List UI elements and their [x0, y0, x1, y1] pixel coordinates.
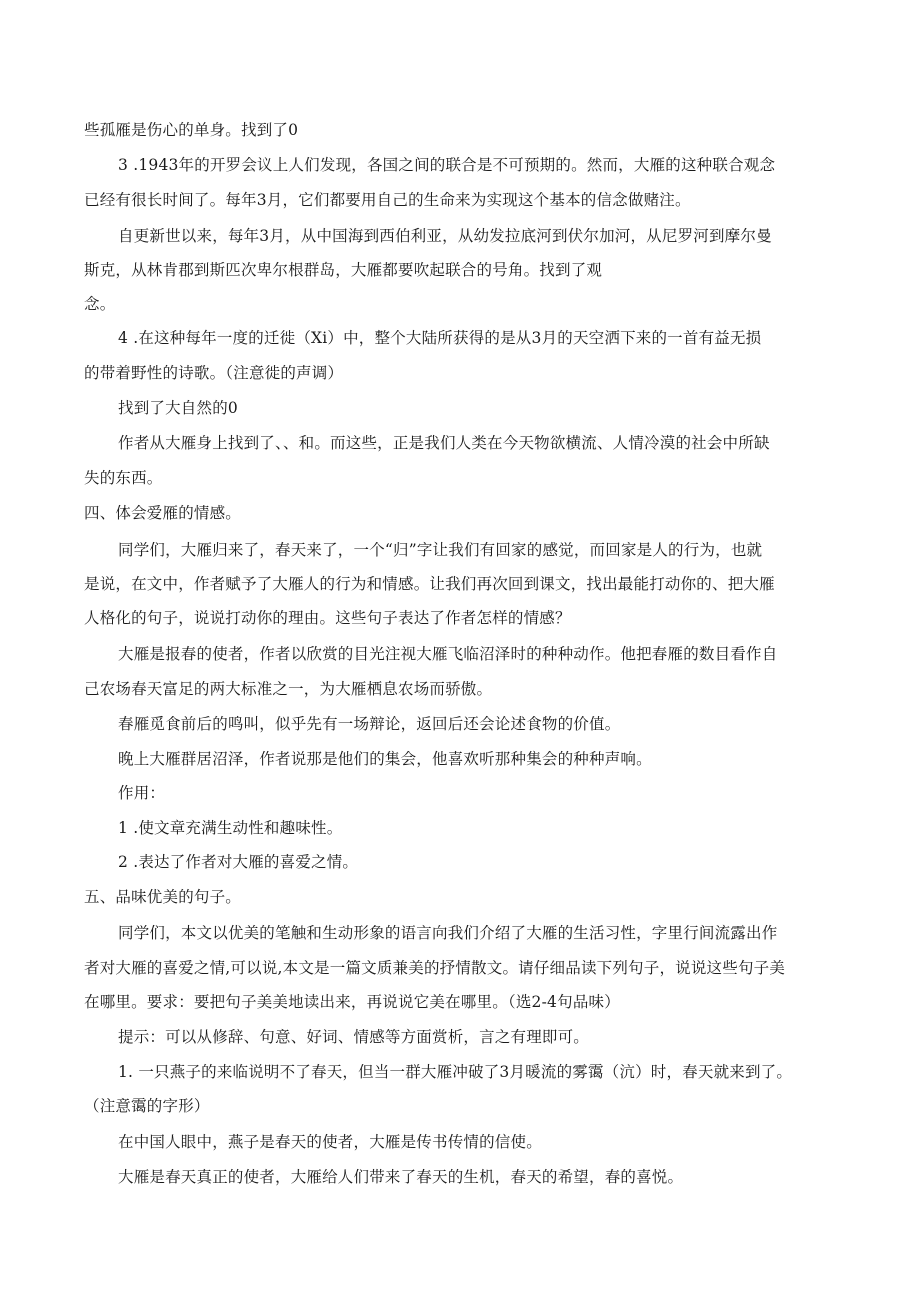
text-line: 者对大雁的喜爱之情,可以说,本文是一篇文质兼美的抒情散文。请仔细品读下列句子，说说这些句子美	[84, 959, 786, 977]
text-line: （注意霭的字形）	[84, 1097, 210, 1115]
text-line: 的带着野性的诗歌。（注意徙的声调）	[84, 364, 344, 382]
text-line: 大雁是报春的使者，作者以欣赏的目光注视大雁飞临沼泽时的种种动作。他把春雁的数目看作自	[118, 645, 778, 663]
text-line: 晚上大雁群居沼泽，作者说那是他们的集会，他喜欢听那种集会的种种声响。	[118, 750, 652, 768]
text-line: 作者从大雁身上找到了、、和。而这些，正是我们人类在今天物欲横流、人情冷漠的社会中所缺	[118, 434, 770, 452]
text-line: 作用：	[118, 784, 166, 802]
text-line: 人格化的句子，说说打动你的理由。这些句子表达了作者怎样的情感？	[84, 609, 571, 627]
text-line: 提示：可以从修辞、句意、好词、情感等方面赏析，言之有理即可。	[118, 1028, 590, 1046]
text-line: 些孤雁是伤心的单身。找到了0	[84, 121, 299, 139]
text-line: 同学们，大雁归来了，春天来了，一个“归”字让我们有回家的感觉，而回家是人的行为，也就	[118, 541, 763, 559]
list-item: 1 .使文章充满生动性和趣味性。	[118, 819, 343, 837]
text-line: 在中国人眼中，燕子是春天的使者，大雁是传书传情的信使。	[118, 1133, 542, 1151]
text-line: 大雁是春天真正的使者，大雁给人们带来了春天的生机，春天的希望，春的喜悦。	[118, 1168, 684, 1186]
list-item: 1. 一只燕子的来临说明不了春天，但当一群大雁冲破了3月暖流的雾霭（沆）时，春天就来到了。	[118, 1063, 793, 1081]
text-line: 己农场春天富足的两大标准之一，为大雁栖息农场而骄傲。	[84, 680, 493, 698]
text-line: 找到了大自然的0	[118, 399, 238, 417]
text-line: 斯克，从林肯郡到斯匹次卑尔根群岛，大雁都要吹起联合的号角。找到了观	[84, 261, 603, 279]
text-line: 念。	[84, 295, 116, 313]
text-line: 春雁觅食前后的鸣叫，似乎先有一场辩论，返回后还会论述食物的价值。	[118, 715, 621, 733]
text-line: 3 .1943年的开罗会议上人们发现，各国之间的联合是不可预期的。然而，大雁的这种联合观念	[118, 156, 776, 174]
text-line: 4 .在这种每年一度的迁徙（Xi）中，整个大陆所获得的是从3月的天空洒下来的一首有益无损	[118, 329, 762, 347]
text-line: 已经有很长时间了。每年3月，它们都要用自己的生命来为实现这个基本的信念做赌注。	[84, 191, 691, 209]
section-heading: 五、品味优美的句子。	[84, 888, 242, 906]
text-line: 是说，在文中，作者赋予了大雁人的行为和情感。让我们再次回到课文，找出最能打动你的、把大雁	[84, 575, 775, 593]
text-line: 在哪里。要求：要把句子美美地读出来，再说说它美在哪里。（选2-4句品味）	[84, 993, 620, 1011]
text-line: 失的东西。	[84, 469, 163, 487]
section-heading: 四、体会爱雁的情感。	[84, 504, 242, 522]
text-line: 同学们，本文以优美的笔触和生动形象的语言向我们介绍了大雁的生活习性，字里行间流露出作	[118, 924, 778, 942]
text-line: 自更新世以来，每年3月，从中国海到西伯利亚，从幼发拉底河到伏尔加河，从尼罗河到摩尔曼	[118, 227, 772, 245]
list-item: 2 .表达了作者对大雁的喜爱之情。	[118, 853, 359, 871]
